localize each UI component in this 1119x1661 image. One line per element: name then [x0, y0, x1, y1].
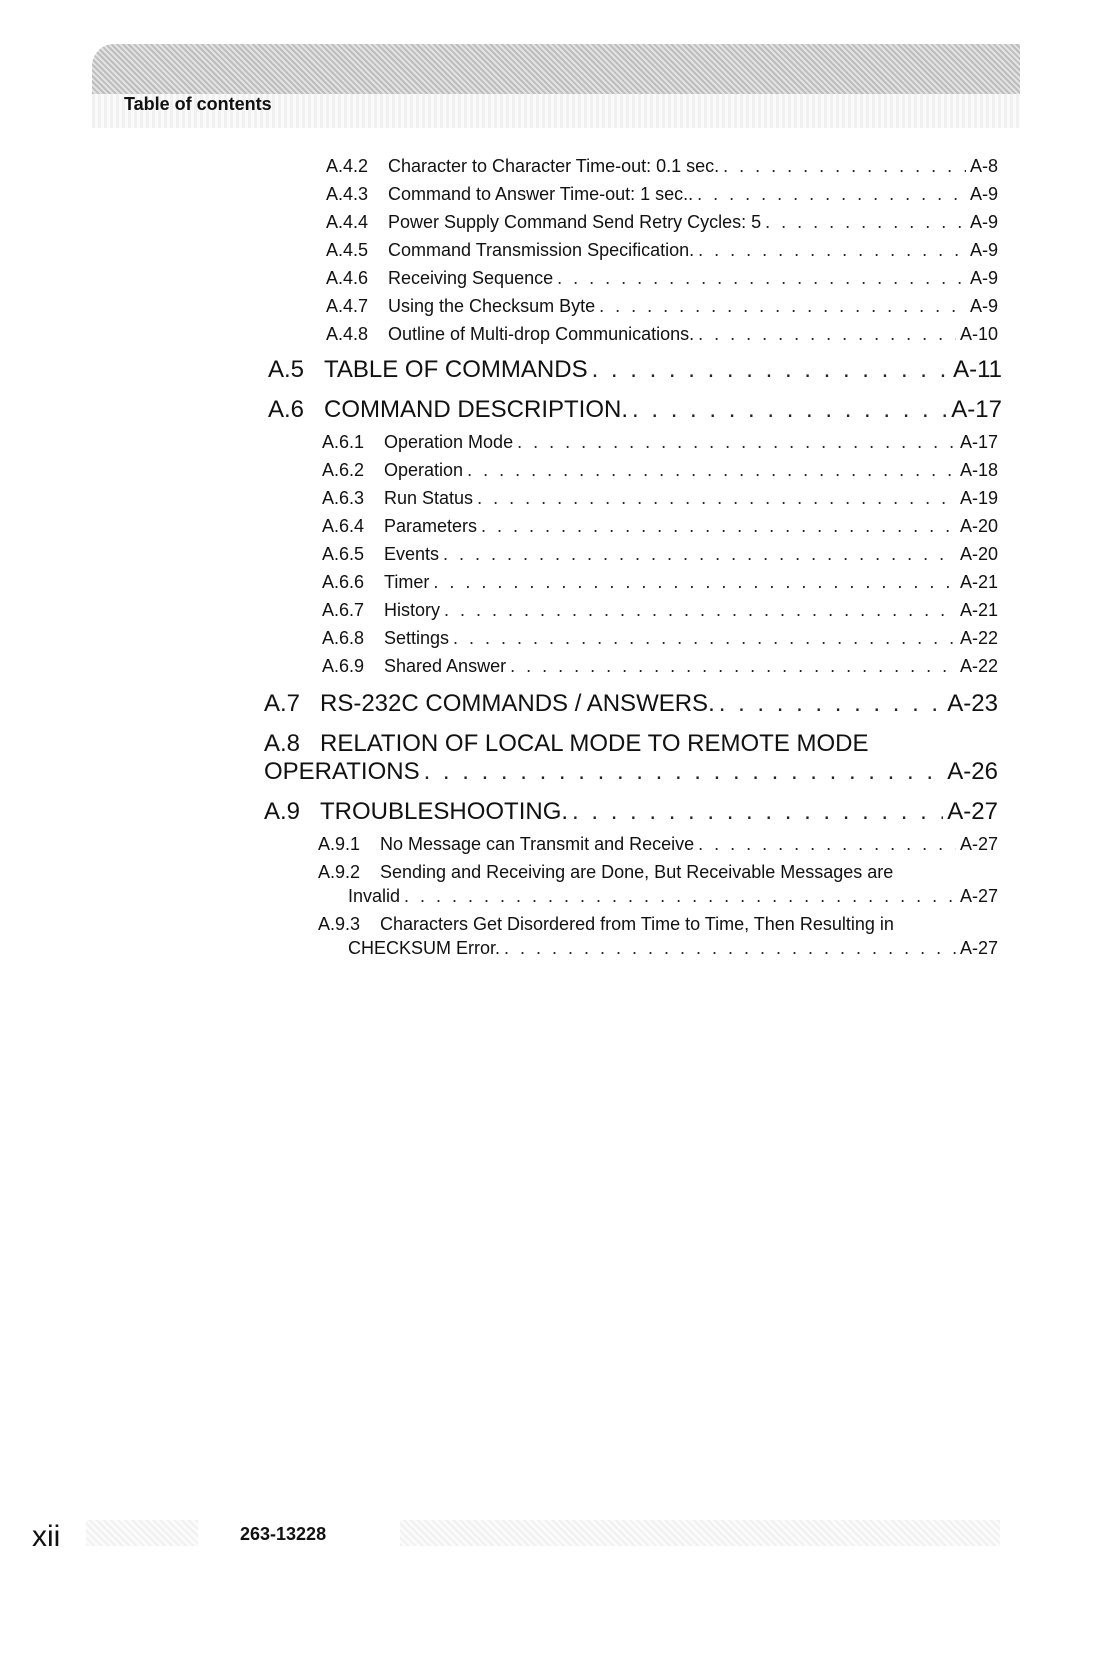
toc-entry-number: A.6.1: [322, 432, 365, 452]
leader-dots: [572, 798, 943, 826]
toc-entry[interactable]: [326, 184, 998, 205]
header-decorative-band: [92, 44, 1020, 94]
toc-entry-number: A.6.6: [322, 572, 365, 592]
toc-entry-number: A.4.3: [326, 184, 369, 204]
leader-dots: [698, 240, 966, 261]
toc-section-page: A-11: [953, 356, 1002, 383]
toc-entry-page: A-22: [959, 656, 998, 676]
toc-entry[interactable]: [322, 488, 998, 509]
footer-document-code: 263-13228: [240, 1524, 327, 1544]
toc-section-number: A.5: [268, 356, 305, 383]
toc-entry-page: A-9: [969, 268, 998, 288]
toc-entry-title: Operation Mode: [384, 432, 514, 452]
toc-section[interactable]: [264, 798, 998, 826]
toc-entry-number: A.9.1: [318, 834, 361, 854]
toc-section-number: A.8: [264, 730, 301, 757]
toc-entry[interactable]: [322, 460, 998, 481]
footer-page-number: xii: [32, 1520, 61, 1553]
toc-entry-title-continued: CHECKSUM Error.: [348, 938, 501, 958]
toc-entry[interactable]: [326, 212, 998, 233]
toc-section-page: A-23: [947, 690, 998, 717]
leader-dots: [477, 488, 956, 509]
toc-entry-title: Receiving Sequence: [388, 268, 554, 288]
toc-entry-page: A-10: [959, 324, 998, 344]
toc-entry-title: Power Supply Command Send Retry Cycles: 5: [388, 212, 762, 232]
footer-decorative-band-right: [400, 1520, 1000, 1546]
toc-entry-page: A-17: [959, 432, 998, 452]
toc-entry-title: Shared Answer: [384, 656, 507, 676]
toc-section[interactable]: [264, 690, 998, 718]
toc-entry-title: Operation: [384, 460, 464, 480]
toc-section-title-continued: OPERATIONS: [264, 758, 420, 785]
toc-entry-page: A-9: [969, 296, 998, 316]
toc-entry-page: A-27: [959, 886, 998, 906]
toc-section-title: RS-232C COMMANDS / ANSWERS.: [320, 690, 715, 717]
toc-entry-page: A-9: [969, 240, 998, 260]
toc-entry-line2[interactable]: [348, 886, 998, 907]
toc-section[interactable]: [268, 356, 1002, 384]
toc-entry-number: A.6.4: [322, 516, 365, 536]
leader-dots: [592, 356, 950, 384]
leader-dots: [698, 324, 956, 345]
toc-entry[interactable]: [322, 544, 998, 565]
toc-entry-title: Command to Answer Time-out: 1 sec..: [388, 184, 694, 204]
toc-section-number: A.9: [264, 798, 301, 825]
toc-entry[interactable]: [326, 156, 998, 177]
leader-dots: [557, 268, 966, 289]
toc-entry-title: Sending and Receiving are Done, But Receivable Messages are: [380, 862, 894, 882]
leader-dots: [719, 690, 944, 718]
toc-entry-number: A.4.7: [326, 296, 369, 316]
toc-entry-page: A-27: [959, 834, 998, 854]
leader-dots: [481, 516, 956, 537]
toc-entry[interactable]: [326, 268, 998, 289]
toc-entry-title: No Message can Transmit and Receive: [380, 834, 695, 854]
leader-dots: [504, 938, 956, 959]
toc-entry-number: A.6.5: [322, 544, 365, 564]
toc-entry-title: Events: [384, 544, 440, 564]
leader-dots: [433, 572, 956, 593]
toc-entry[interactable]: [326, 240, 998, 261]
toc-entry-number: A.9.3: [318, 914, 361, 934]
toc-entry-title-continued: Invalid: [348, 886, 401, 906]
toc-entry-page: A-20: [959, 544, 998, 564]
toc-entry[interactable]: [322, 656, 998, 677]
leader-dots: [467, 460, 956, 481]
toc-section-number: A.6: [268, 396, 305, 423]
toc-entry-title: Using the Checksum Byte: [388, 296, 596, 316]
toc-entry-number: A.4.5: [326, 240, 369, 260]
toc-entry-page: A-27: [959, 938, 998, 958]
toc-entry[interactable]: [326, 324, 998, 345]
toc-section-line1[interactable]: [264, 730, 869, 758]
toc-entry-page: A-9: [969, 184, 998, 204]
toc-entry-title: Outline of Multi-drop Communications.: [388, 324, 695, 344]
leader-dots: [510, 656, 956, 677]
toc-section-line2[interactable]: [264, 758, 998, 786]
toc-entry-page: A-9: [969, 212, 998, 232]
toc-entry-number: A.4.2: [326, 156, 369, 176]
toc-entry-title: Settings: [384, 628, 450, 648]
leader-dots: [453, 628, 956, 649]
toc-entry[interactable]: [326, 296, 998, 317]
toc-entry-line1[interactable]: [318, 862, 893, 883]
toc-entry[interactable]: [322, 516, 998, 537]
toc-entry[interactable]: [322, 628, 998, 649]
leader-dots: [443, 544, 956, 565]
toc-entry-number: A.9.2: [318, 862, 361, 882]
toc-entry-title: Command Transmission Specification.: [388, 240, 695, 260]
toc-section[interactable]: [268, 396, 1002, 424]
toc-entry-number: A.4.8: [326, 324, 369, 344]
page-header-title: Table of contents: [124, 94, 272, 114]
leader-dots: [517, 432, 956, 453]
toc-entry-page: A-20: [959, 516, 998, 536]
toc-entry-number: A.4.6: [326, 268, 369, 288]
toc-section-title: TROUBLESHOOTING.: [320, 798, 569, 825]
leader-dots: [765, 212, 966, 233]
toc-section-number: A.7: [264, 690, 301, 717]
leader-dots: [697, 184, 966, 205]
leader-dots: [444, 600, 956, 621]
toc-entry-title: History: [384, 600, 441, 620]
toc-entry-title: Parameters: [384, 516, 478, 536]
toc-entry-title: Characters Get Disordered from Time to Time, Then Resulting in: [380, 914, 894, 934]
toc-entry[interactable]: [322, 432, 998, 453]
toc-entry-number: A.6.8: [322, 628, 365, 648]
toc-entry[interactable]: [318, 834, 998, 855]
toc-entry-number: A.6.7: [322, 600, 365, 620]
toc-entry-page: A-21: [959, 600, 998, 620]
toc-entry-title: Run Status: [384, 488, 474, 508]
toc-entry-line2[interactable]: [348, 938, 998, 959]
toc-entry[interactable]: [322, 572, 998, 593]
toc-entry-number: A.6.3: [322, 488, 365, 508]
toc-entry-page: A-8: [969, 156, 998, 176]
toc-entry[interactable]: [322, 600, 998, 621]
toc-entry-number: A.4.4: [326, 212, 369, 232]
toc-section-page: A-27: [947, 798, 998, 825]
toc-entry-line1[interactable]: [318, 914, 894, 935]
toc-section-page: A-26: [947, 758, 998, 785]
toc-entry-page: A-19: [959, 488, 998, 508]
leader-dots: [599, 296, 966, 317]
toc-entry-page: A-18: [959, 460, 998, 480]
toc-entry-title: Character to Character Time-out: 0.1 sec.: [388, 156, 720, 176]
toc-entry-title: Timer: [384, 572, 430, 592]
leader-dots: [404, 886, 956, 907]
footer-decorative-band-left: [86, 1520, 198, 1546]
leader-dots: [698, 834, 956, 855]
toc-section-title: RELATION OF LOCAL MODE TO REMOTE MODE: [320, 730, 869, 757]
toc-entry-page: A-21: [959, 572, 998, 592]
toc-section-page: A-17: [951, 396, 1002, 423]
leader-dots: [632, 396, 947, 424]
toc-section-title: COMMAND DESCRIPTION.: [324, 396, 629, 423]
toc-entry-number: A.6.2: [322, 460, 365, 480]
toc-section-title: TABLE OF COMMANDS: [324, 356, 588, 383]
leader-dots: [424, 758, 944, 786]
toc-entry-number: A.6.9: [322, 656, 365, 676]
toc-entry-page: A-22: [959, 628, 998, 648]
leader-dots: [723, 156, 966, 177]
